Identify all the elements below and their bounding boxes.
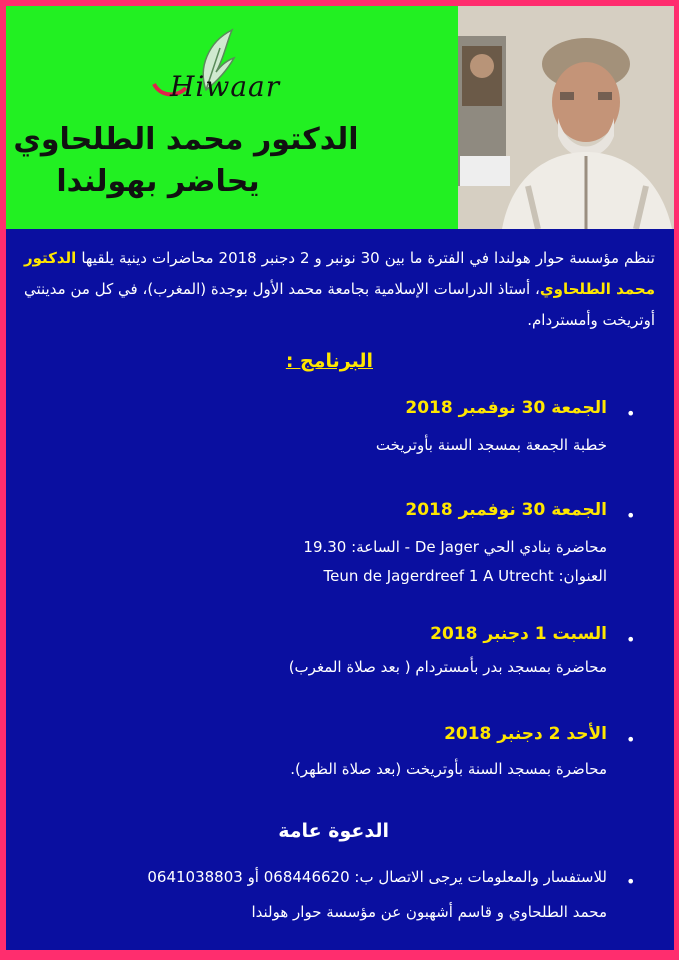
logo-text: Hiwaar	[170, 70, 281, 103]
program-item-date: السبت 1 دجنبر 2018	[430, 624, 607, 644]
intro-paragraph	[24, 243, 655, 336]
bullet-icon: •	[626, 730, 636, 749]
hiwaar-logo	[146, 28, 316, 108]
invitation-heading: الدعوة عامة	[278, 820, 389, 842]
page-subtitle: يحاضر بهولندا	[56, 164, 260, 199]
program-item-detail: محاضرة بمسجد السنة بأوتريخت (بعد صلاة الظهر).	[290, 760, 607, 778]
bullet-icon: •	[626, 404, 636, 423]
bullet-icon: •	[626, 506, 636, 525]
program-item-date: الجمعة 30 نوفمبر 2018	[405, 500, 607, 520]
program-item-detail: محاضرة بنادي الحي De Jager - الساعة: 19.30	[303, 538, 607, 556]
intro-text-part1: تنظم مؤسسة حوار هولندا في الفترة ما بين 30 نونبر و 2 دجنبر 2018 محاضرات دينية يلقيها	[81, 249, 655, 267]
page-title: الدكتور محمد الطلحاوي	[13, 122, 359, 157]
bullet-icon: •	[626, 872, 636, 891]
contact-names: محمد الطلحاوي و قاسم أشهبون عن مؤسسة حوار هولندا	[251, 903, 607, 921]
program-item-date: الأحد 2 دجنبر 2018	[444, 724, 607, 744]
program-heading: البرنامج :	[285, 350, 373, 372]
bullet-icon: •	[626, 630, 636, 649]
header-panel	[6, 6, 458, 229]
program-item-date: الجمعة 30 نوفمبر 2018	[405, 398, 607, 418]
intro-text-part2: ، أستاذ الدراسات الإسلامية بجامعة محمد الأول بوجدة (المغرب)، في كل من مدينتي أوتريخت وأمستردام.	[24, 280, 655, 329]
speaker-photo	[458, 6, 674, 229]
speaker-name: الدكتور محمد الطلحاوي	[24, 249, 655, 298]
program-item-detail: خطبة الجمعة بمسجد السنة بأوتريخت	[375, 436, 607, 454]
contact-line: للاستفسار والمعلومات يرجى الاتصال ب: 068446620 أو 0641038803	[147, 868, 607, 886]
program-item-address: العنوان: Teun de Jagerdreef 1 A Utrecht	[323, 567, 607, 585]
program-item-detail: محاضرة بمسجد بدر بأمستردام ( بعد صلاة المغرب)	[288, 658, 607, 676]
